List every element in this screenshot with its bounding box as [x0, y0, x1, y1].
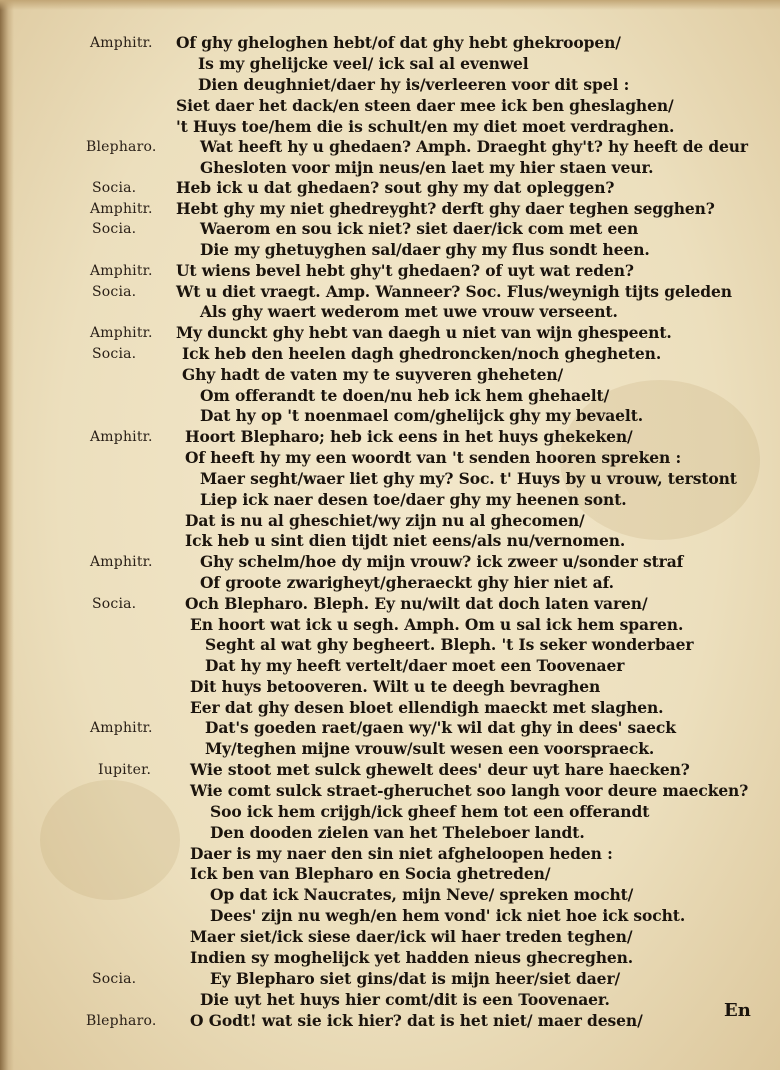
- verse-text: Dat's goeden raet/gaen wy/'k wil dat ghy in dees' saeck: [205, 718, 676, 737]
- verse-text: Om offerandt te doen/nu heb ick hem ghehaelt/: [200, 386, 610, 405]
- verse-text: Hoort Blepharo; heb ick eens in het huys ghekeken/: [185, 427, 633, 446]
- verse-line: [0, 885, 780, 907]
- verse-text: Dit huys betooveren. Wilt u te deegh bevraghen: [190, 677, 601, 696]
- speaker-name: Blepharo.: [86, 1013, 157, 1029]
- verse-text: Wat heeft hy u ghedaen? Amph. Draeght ghy't? hy heeft de deur: [200, 137, 748, 156]
- speaker-name: Amphitr.: [90, 325, 153, 341]
- verse-line: [0, 656, 780, 678]
- verse-line: [0, 718, 780, 740]
- speaker-name: Amphitr.: [90, 35, 153, 51]
- verse-line: [0, 178, 780, 200]
- verse-line: [0, 927, 780, 949]
- verse-line: [0, 302, 780, 324]
- speaker-name: Socia.: [92, 221, 137, 237]
- verse-line: [0, 906, 780, 928]
- verse-line: [0, 615, 780, 637]
- verse-line: [0, 573, 780, 595]
- verse-line: [0, 739, 780, 761]
- verse-text: Dat hy my heeft vertelt/daer moet een Toovenaer: [205, 656, 625, 675]
- verse-line: [0, 594, 780, 616]
- verse-text: Of heeft hy my een woordt van 't senden hooren spreken :: [185, 448, 682, 467]
- verse-text: Ghy schelm/hoe dy mijn vrouw? ick zweer u/sonder straf: [200, 552, 684, 571]
- verse-line: [0, 802, 780, 824]
- verse-text: O Godt! wat sie ick hier? dat is het niet/ maer desen/: [190, 1011, 643, 1030]
- verse-line: [0, 117, 780, 139]
- verse-text: Liep ick naer desen toe/daer ghy my heenen sont.: [200, 490, 627, 509]
- verse-line: [0, 844, 780, 866]
- verse-line: [0, 511, 780, 533]
- speaker-name: Iupiter.: [98, 762, 152, 778]
- verse-line: [0, 33, 780, 55]
- verse-line: [0, 490, 780, 512]
- verse-line: [0, 75, 780, 97]
- speaker-name: Socia.: [92, 971, 137, 987]
- verse-text: Ick heb den heelen dagh ghedroncken/noch ghegheten.: [182, 344, 662, 363]
- verse-text: Ick ben van Blepharo en Socia ghetreden/: [190, 864, 551, 883]
- verse-line: [0, 469, 780, 491]
- verse-text: Of groote zwarigheyt/gheraeckt ghy hier niet af.: [200, 573, 614, 592]
- verse-line: [0, 781, 780, 803]
- verse-text: En hoort wat ick u segh. Amph. Om u sal ick hem sparen.: [190, 615, 684, 634]
- verse-text: Dees' zijn nu wegh/en hem vond' ick niet hoe ick socht.: [210, 906, 686, 925]
- verse-line: [0, 552, 780, 574]
- verse-text: Die my ghetuyghen sal/daer ghy my flus sondt heen.: [200, 240, 650, 259]
- verse-text: Die uyt het huys hier comt/dit is een Toovenaer.: [200, 990, 610, 1009]
- verse-line: [0, 427, 780, 449]
- verse-text: Dat is nu al gheschiet/wy zijn nu al ghecomen/: [185, 511, 585, 530]
- verse-line: [0, 344, 780, 366]
- verse-text: Ghesloten voor mijn neus/en laet my hier staen veur.: [200, 158, 654, 177]
- verse-line: [0, 137, 780, 159]
- verse-text: My dunckt ghy hebt van daegh u niet van wijn ghespeent.: [176, 323, 672, 342]
- verse-text: Daer is my naer den sin niet afgheloopen heden :: [190, 844, 613, 863]
- verse-line: [0, 96, 780, 118]
- verse-line: [0, 199, 780, 221]
- verse-text: Dien deughniet/daer hy is/verleeren voor dit spel :: [198, 75, 630, 94]
- verse-text: Soo ick hem crijgh/ick gheef hem tot een offerandt: [210, 802, 650, 821]
- verse-line: [0, 677, 780, 699]
- speaker-name: Socia.: [92, 596, 137, 612]
- verse-text: Eer dat ghy desen bloet ellendigh maeckt met slaghen.: [190, 698, 664, 717]
- verse-text: Ey Blepharo siet gins/dat is mijn heer/siet daer/: [210, 969, 621, 988]
- verse-text: Hebt ghy my niet ghedreyght? derft ghy daer teghen segghen?: [176, 199, 715, 218]
- verse-text: Is my ghelijcke veel/ ick sal al evenwel: [198, 54, 529, 73]
- verse-text: Ghy hadt de vaten my te suyveren gheheten/: [182, 365, 564, 384]
- page-top-shadow: [0, 0, 780, 10]
- verse-line: [0, 1011, 780, 1033]
- speaker-name: Amphitr.: [90, 720, 153, 736]
- speaker-name: Amphitr.: [90, 201, 153, 217]
- verse-text: Siet daer het dack/en steen daer mee ick ben gheslaghen/: [176, 96, 674, 115]
- verse-text: Of ghy gheloghen hebt/of dat ghy hebt ghekroopen/: [176, 33, 621, 52]
- verse-line: [0, 240, 780, 262]
- verse-text: Maer siet/ick siese daer/ick wil haer treden teghen/: [190, 927, 633, 946]
- verse-text: Ut wiens bevel hebt ghy't ghedaen? of uyt wat reden?: [176, 261, 634, 280]
- verse-text: Op dat ick Naucrates, mijn Neve/ spreken mocht/: [210, 885, 634, 904]
- verse-line: [0, 261, 780, 283]
- verse-text: Ick heb u sint dien tijdt niet eens/als nu/vernomen.: [185, 531, 626, 550]
- verse-text: 't Huys toe/hem die is schult/en my diet moet verdraghen.: [176, 117, 675, 136]
- catchword: En: [724, 1000, 751, 1021]
- verse-text: Als ghy waert wederom met uwe vrouw verseent.: [200, 302, 618, 321]
- verse-line: [0, 365, 780, 387]
- verse-line: [0, 219, 780, 241]
- verse-line: [0, 531, 780, 553]
- verse-text: Wie comt sulck straet-gheruchet soo langh voor deure maecken?: [190, 781, 749, 800]
- verse-line: [0, 323, 780, 345]
- verse-text: Seght al wat ghy begheert. Bleph. 't Is seker wonderbaer: [205, 635, 694, 654]
- verse-line: [0, 969, 780, 991]
- verse-line: [0, 282, 780, 304]
- verse-text: Waerom en sou ick niet? siet daer/ick com met een: [200, 219, 639, 238]
- verse-line: [0, 386, 780, 408]
- verse-text: Maer seght/waer liet ghy my? Soc. t' Huys by u vrouw, terstont: [200, 469, 737, 488]
- verse-line: [0, 406, 780, 428]
- verse-line: [0, 864, 780, 886]
- verse-line: [0, 448, 780, 470]
- speaker-name: Amphitr.: [90, 429, 153, 445]
- speaker-name: Blepharo.: [86, 139, 157, 155]
- verse-text: Och Blepharo. Bleph. Ey nu/wilt dat doch laten varen/: [185, 594, 648, 613]
- verse-line: [0, 990, 780, 1012]
- verse-text: Heb ick u dat ghedaen? sout ghy my dat opleggen?: [176, 178, 615, 197]
- verse-text: My/teghen mijne vrouw/sult wesen een voorspraeck.: [205, 739, 655, 758]
- verse-line: [0, 635, 780, 657]
- verse-line: [0, 823, 780, 845]
- speaker-name: Amphitr.: [90, 554, 153, 570]
- verse-text: Dat hy op 't noenmael com/ghelijck ghy my bevaelt.: [200, 406, 644, 425]
- verse-text: Den dooden zielen van het Theleboer landt.: [210, 823, 585, 842]
- verse-text: Indien sy moghelijck yet hadden nieus ghecreghen.: [190, 948, 634, 967]
- verse-line: [0, 760, 780, 782]
- speaker-name: Socia.: [92, 180, 137, 196]
- verse-text: Wie stoot met sulck ghewelt dees' deur uyt hare haecken?: [190, 760, 690, 779]
- speaker-name: Amphitr.: [90, 263, 153, 279]
- verse-line: [0, 158, 780, 180]
- verse-line: [0, 54, 780, 76]
- verse-line: [0, 698, 780, 720]
- speaker-name: Socia.: [92, 284, 137, 300]
- speaker-name: Socia.: [92, 346, 137, 362]
- verse-line: [0, 948, 780, 970]
- verse-text: Wt u diet vraegt. Amp. Wanneer? Soc. Flus/weynigh tijts geleden: [176, 282, 732, 301]
